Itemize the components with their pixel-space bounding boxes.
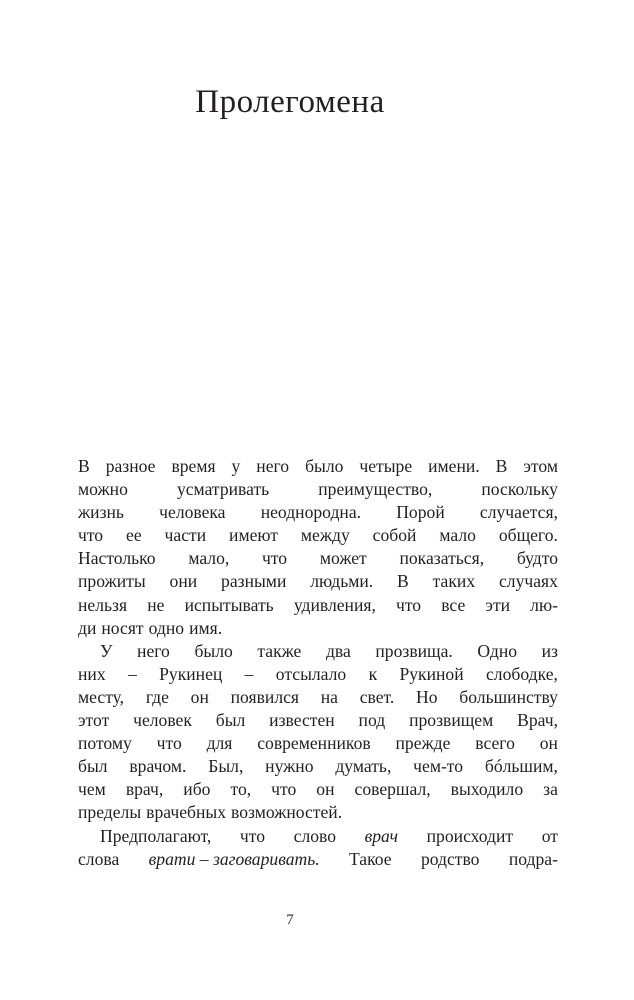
word: нужно	[265, 756, 314, 777]
word: то,	[230, 779, 252, 800]
word: также	[257, 640, 302, 661]
word: под	[358, 710, 386, 731]
word: человека	[159, 502, 226, 523]
word: Порой	[396, 502, 445, 523]
word: жизнь	[78, 502, 124, 523]
word: одно	[148, 617, 185, 638]
word: врач,	[125, 779, 164, 800]
word: Врач,	[517, 710, 558, 731]
word: случаях	[498, 571, 558, 592]
word: –	[127, 663, 137, 684]
body-text	[78, 455, 558, 871]
word: врачебных	[146, 802, 227, 823]
word: неоднородна.	[260, 502, 362, 523]
word: лю-	[530, 594, 558, 615]
text-line	[78, 778, 558, 801]
word: нельзя	[78, 594, 128, 615]
word: может	[319, 548, 367, 569]
word: был	[215, 710, 246, 731]
word: ди	[78, 617, 97, 638]
word: прозвища.	[375, 640, 453, 661]
word: мало	[439, 525, 476, 546]
word: совершал,	[354, 779, 431, 800]
chapter-title: Пролегомена	[195, 84, 385, 120]
word: ее	[126, 525, 142, 546]
word: для	[206, 733, 233, 754]
word: поскольку	[481, 479, 558, 500]
word: человек	[133, 710, 192, 731]
word: собой	[372, 525, 417, 546]
word: слово	[293, 825, 337, 846]
word: что	[78, 525, 104, 546]
word: ибо	[183, 779, 211, 800]
text-line	[78, 686, 558, 709]
word: можно	[78, 479, 128, 500]
word: В	[78, 456, 90, 476]
text-line	[78, 594, 558, 617]
word: большинству	[459, 686, 558, 707]
word: В	[397, 571, 409, 592]
word: Рукиной	[399, 663, 464, 684]
word: них	[78, 663, 106, 684]
italic-term: врач	[364, 825, 399, 846]
text-line	[78, 663, 558, 686]
word: что	[156, 733, 182, 754]
word: пределы	[78, 802, 142, 823]
word: него	[256, 456, 290, 476]
word: Одно	[477, 640, 518, 661]
word: думать,	[335, 756, 392, 777]
word: бóльшим,	[484, 756, 558, 777]
word: потому	[78, 733, 132, 754]
word: –	[244, 663, 254, 684]
word: что	[271, 779, 297, 800]
word: он	[539, 733, 558, 754]
word: показаться,	[399, 548, 485, 569]
word: они	[169, 571, 198, 592]
word: было	[305, 456, 344, 476]
word: разными	[221, 571, 287, 592]
word: будто	[516, 548, 558, 569]
text-line	[78, 455, 558, 478]
word: всего	[475, 733, 515, 754]
word: прежде	[395, 733, 451, 754]
word: У	[100, 640, 113, 661]
text-line	[78, 640, 558, 663]
word: что	[395, 594, 422, 615]
word: части	[164, 525, 207, 546]
word: Но	[416, 686, 438, 707]
word: носят	[101, 617, 144, 638]
word: этом	[523, 456, 558, 476]
word: В	[495, 456, 508, 476]
text-line	[78, 755, 558, 778]
word: свет.	[359, 686, 395, 707]
word: возможностей.	[231, 802, 343, 823]
text-line	[78, 709, 558, 732]
text-line	[78, 501, 558, 524]
word: Рукинец	[159, 663, 223, 684]
word: случается,	[479, 502, 558, 523]
word: был	[78, 756, 108, 777]
word: четыре	[359, 456, 413, 476]
word: разное	[105, 456, 156, 476]
italic-term: врати – заговаривать.	[148, 848, 320, 869]
word: к	[368, 663, 378, 684]
word: где	[145, 686, 169, 707]
word: людьми.	[310, 571, 374, 592]
text-line	[78, 801, 558, 824]
text-line	[78, 547, 558, 570]
text-line	[78, 848, 558, 871]
word: из	[541, 640, 558, 661]
word: родство	[420, 848, 480, 869]
word: на	[320, 686, 338, 707]
word: прожиты	[78, 571, 146, 592]
word: появился	[230, 686, 299, 707]
word: него	[137, 640, 170, 661]
word: имя.	[189, 617, 223, 638]
word: прозвищем	[409, 710, 494, 731]
word: что	[262, 548, 288, 569]
word: известен	[269, 710, 335, 731]
word: преимущество,	[318, 479, 433, 500]
word: таких	[432, 571, 476, 592]
word: у	[231, 456, 241, 476]
word: он	[190, 686, 209, 707]
word: современников	[257, 733, 371, 754]
word: между	[300, 525, 350, 546]
text-line	[78, 617, 558, 640]
word: не	[147, 594, 165, 615]
word: удивления,	[293, 594, 376, 615]
word: имеют	[229, 525, 278, 546]
word: слободке,	[486, 663, 558, 684]
word: все	[441, 594, 466, 615]
text-line	[78, 570, 558, 593]
word: за	[543, 779, 558, 800]
word: время	[171, 456, 216, 476]
text-line	[78, 732, 558, 755]
word: происходит	[426, 825, 514, 846]
word: Такое	[348, 848, 392, 869]
word: Был,	[208, 756, 244, 777]
word: Предполагают,	[100, 825, 212, 846]
page-number: 7	[286, 912, 294, 928]
text-segment: слова	[78, 848, 120, 869]
word: было	[194, 640, 233, 661]
word: врачом.	[129, 756, 187, 777]
word: чем	[78, 779, 106, 800]
word: месту,	[78, 686, 125, 707]
text-line	[78, 478, 558, 501]
word: испытывать	[184, 594, 274, 615]
word: мало,	[188, 548, 230, 569]
word: подра-	[508, 848, 558, 869]
word: эти	[485, 594, 511, 615]
word: усматривать	[176, 479, 270, 500]
word: выходило	[450, 779, 524, 800]
word: общего.	[498, 525, 558, 546]
word: отсылало	[275, 663, 347, 684]
word: Настолько	[78, 548, 156, 569]
word: два	[325, 640, 351, 661]
text-line	[78, 524, 558, 547]
word: от	[541, 825, 558, 846]
word: имени.	[428, 456, 480, 476]
word: чем-то	[413, 756, 464, 777]
word: этот	[78, 710, 110, 731]
word: он	[316, 779, 335, 800]
text-line	[78, 825, 558, 848]
word: что	[239, 825, 266, 846]
